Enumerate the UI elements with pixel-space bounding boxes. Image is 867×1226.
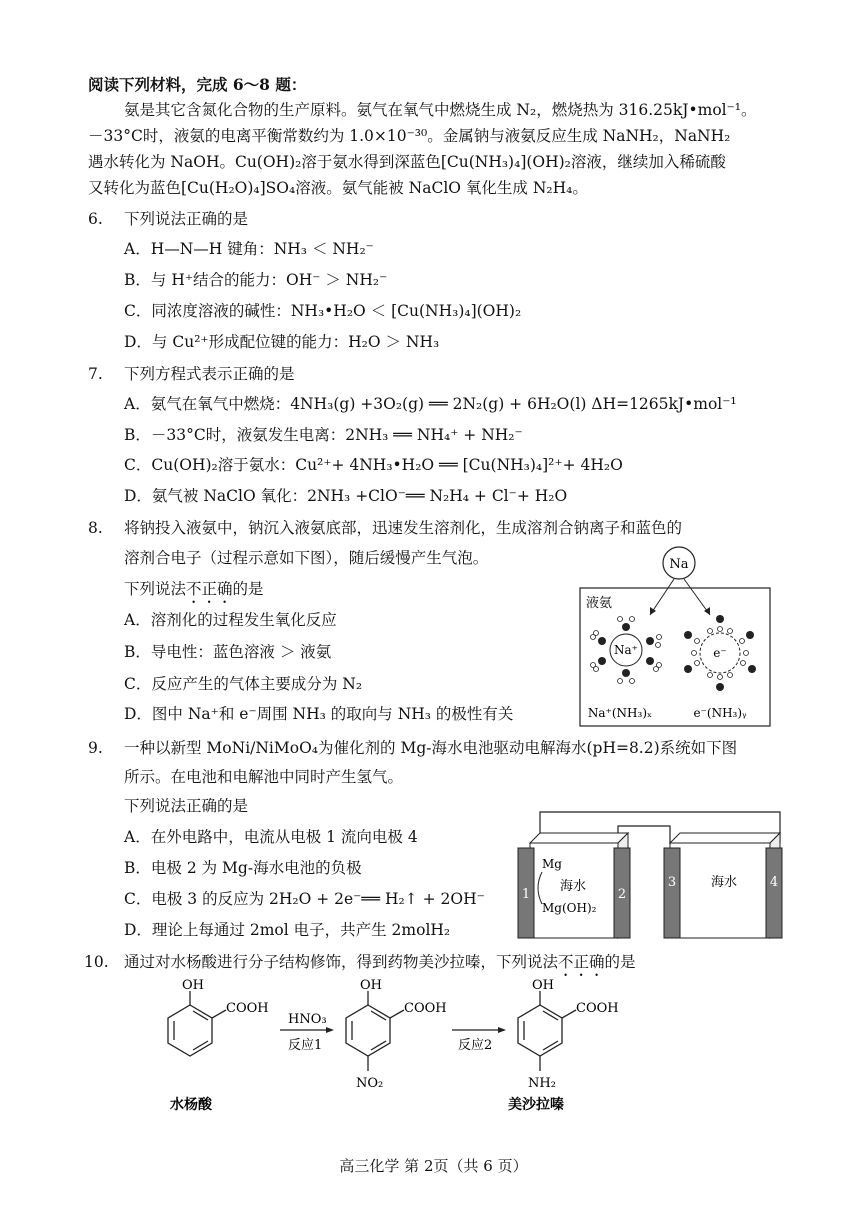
mesalazine-cooh: COOH: [576, 1001, 619, 1016]
na-ammoniate-caption: Na⁺(NH₃)ₓ: [587, 706, 653, 720]
q9-stem-line-1: 一种以新型 MoNi/NiMoO₄为催化剂的 Mg-海水电池驱动电解海水(pH=8.2)系统如下图: [124, 739, 738, 757]
electrolysis-cell: [664, 833, 782, 938]
mesalazine-nh2: NH₂: [528, 1076, 556, 1091]
q7-option-a: A．氨气在氧气中燃烧：4NH₃(g) +3O₂(g) ══ 2N₂(g) + 6H₂O(l) ΔH=1265kJ•mol⁻¹: [124, 395, 737, 413]
q6-option-b: B．与 H⁺结合的能力：OH⁻ ＞ NH₂⁻: [124, 271, 388, 289]
intermediate-no2: NO₂: [356, 1076, 384, 1091]
electrode-4: [766, 848, 782, 938]
q8-stem-line-3: 下列说法不正确的是: [124, 580, 264, 598]
q8-emphasis: 不正确: [186, 580, 233, 598]
sodium-solvation-diagram: [570, 545, 780, 730]
mesalazine-synthesis-scheme: [160, 975, 640, 1120]
na-ion-cluster: [591, 617, 662, 684]
electron-label: e⁻: [713, 646, 727, 660]
q9-option-c: C．电极 3 的反应为 2H₂O + 2e⁻══ H₂↑ + 2OH⁻: [124, 890, 485, 908]
q8-stem-line-1: 将钠投入液氨中，钠沉入液氨底部，迅速发生溶剂化，生成溶剂合钠离子和蓝色的: [124, 519, 683, 537]
material-line-2: －33°C时，液氨的电离平衡常数约为 1.0×10⁻³⁰。金属钠与液氨反应生成 NaNH₂，NaNH₂: [88, 127, 731, 145]
q8-number: 8.: [88, 519, 103, 537]
q9-option-d: D．理论上每通过 2mol 电子，共产生 2molH₂: [124, 921, 451, 939]
q9-option-a: A．在外电路中，电流从电极 1 流向电极 4: [124, 828, 418, 846]
mg-seawater-battery: [518, 833, 630, 938]
q6-option-d: D．与 Cu²⁺形成配位键的能力：H₂O ＞ NH₃: [124, 333, 440, 351]
material-heading: 阅读下列材料，完成 6～8 题：: [88, 75, 307, 94]
salicylic-cooh: COOH: [226, 1001, 269, 1016]
mesalazine-oh: OH: [532, 978, 554, 993]
q9-stem-line-3: 下列说法正确的是: [124, 797, 249, 815]
electrode-3: [664, 848, 680, 938]
q9-number: 9.: [88, 739, 103, 757]
mesalazine-name: 美沙拉嗪: [508, 1097, 564, 1113]
q6-stem: 下列说法正确的是: [124, 210, 249, 228]
q8-option-a: A．溶剂化的过程发生氧化反应: [124, 611, 337, 629]
q9-stem-line-2: 所示。在电池和电解池中同时产生氢气。: [124, 768, 404, 786]
reaction-2-label: 反应2: [458, 1038, 493, 1053]
material-line-3: 遇水转化为 NaOH。Cu(OH)₂溶于氨水得到深蓝色[Cu(NH₃)₄](OH)₂溶液，继续加入稀硫酸: [88, 153, 726, 171]
q10-number: 10.: [84, 953, 109, 971]
page-footer: 高三化学 第 2页（共 6 页）: [339, 1157, 528, 1175]
material-line-1: 氨是其它含氮化合物的生产原料。氨气在氧气中燃烧生成 N₂，燃烧热为 316.25kJ•mol⁻¹。: [124, 101, 757, 119]
salicylic-acid-structure: [168, 991, 226, 1056]
product-label: Mg(OH)₂: [542, 901, 597, 915]
q7-option-c: C．Cu(OH)₂溶于氨水：Cu²⁺+ 4NH₃•H₂O ══ [Cu(NH₃)₄]²⁺+ 4H₂O: [124, 456, 623, 474]
intermediate-cooh: COOH: [404, 1001, 447, 1016]
q6-option-a: A．H—N—H 键角：NH₃ ＜ NH₂⁻: [124, 240, 374, 258]
na-ion-label: Na⁺: [614, 643, 638, 657]
q8-option-d: D．图中 Na⁺和 e⁻周围 NH₃ 的取向与 NH₃ 的极性有关: [124, 705, 514, 723]
reaction-1-label: 反应1: [288, 1038, 323, 1053]
q6-number: 6.: [88, 210, 103, 228]
reagent-hno3: HNO₃: [288, 1012, 327, 1027]
q10-stem: 通过对水杨酸进行分子结构修饰，得到药物美沙拉嗪，下列说法不正确的是: [124, 953, 636, 971]
left-seawater-label: 海水: [560, 879, 587, 894]
electrode-3-label: 3: [667, 875, 677, 890]
liquid-ammonia-label: 液氨: [586, 596, 613, 611]
q8-option-b: B．导电性：蓝色溶液 ＞ 液氨: [124, 643, 332, 661]
q10-emphasis: 不正确: [558, 953, 605, 971]
sodium-label: Na: [669, 557, 689, 572]
q7-number: 7.: [88, 365, 103, 383]
q8-stem-line-2: 溶剂合电子（过程示意如下图），随后缓慢产生气泡。: [124, 549, 489, 567]
right-seawater-label: 海水: [710, 875, 738, 890]
q8-option-c: C．反应产生的气体主要成分为 N₂: [124, 675, 363, 693]
electron-cluster: [684, 615, 756, 691]
q9-option-b: B．电极 2 为 Mg-海水电池的负极: [124, 859, 362, 877]
q7-stem: 下列方程式表示正确的是: [124, 365, 295, 383]
electrode-1-label: 1: [521, 887, 531, 902]
arrow-to-electron: [684, 579, 710, 615]
salicylic-oh: OH: [182, 978, 204, 993]
mesalazine-structure: [518, 991, 576, 1071]
mg-label: Mg: [542, 857, 562, 871]
battery-electrolysis-diagram: [508, 808, 798, 948]
electron-ammoniate-caption: e⁻(NH₃)ᵧ: [693, 706, 747, 720]
electrode-4-label: 4: [769, 875, 779, 890]
material-line-4: 又转化为蓝色[Cu(H₂O)₄]SO₄溶液。氨气能被 NaClO 氧化生成 N₂H₄。: [88, 179, 588, 197]
q6-option-c: C．同浓度溶液的碱性：NH₃•H₂O ＜ [Cu(NH₃)₄](OH)₂: [124, 302, 522, 320]
nitro-intermediate-structure: [346, 991, 404, 1071]
salicylic-acid-name: 水杨酸: [170, 1097, 212, 1113]
electrode-2-label: 2: [617, 887, 627, 902]
q7-option-d: D．氨气被 NaClO 氧化：2NH₃ +ClO⁻══ N₂H₄ + Cl⁻+ H₂O: [124, 487, 568, 505]
q7-option-b: B．－33°C时，液氨发生电离：2NH₃ ══ NH₄⁺ + NH₂⁻: [124, 426, 523, 444]
intermediate-oh: OH: [360, 978, 382, 993]
